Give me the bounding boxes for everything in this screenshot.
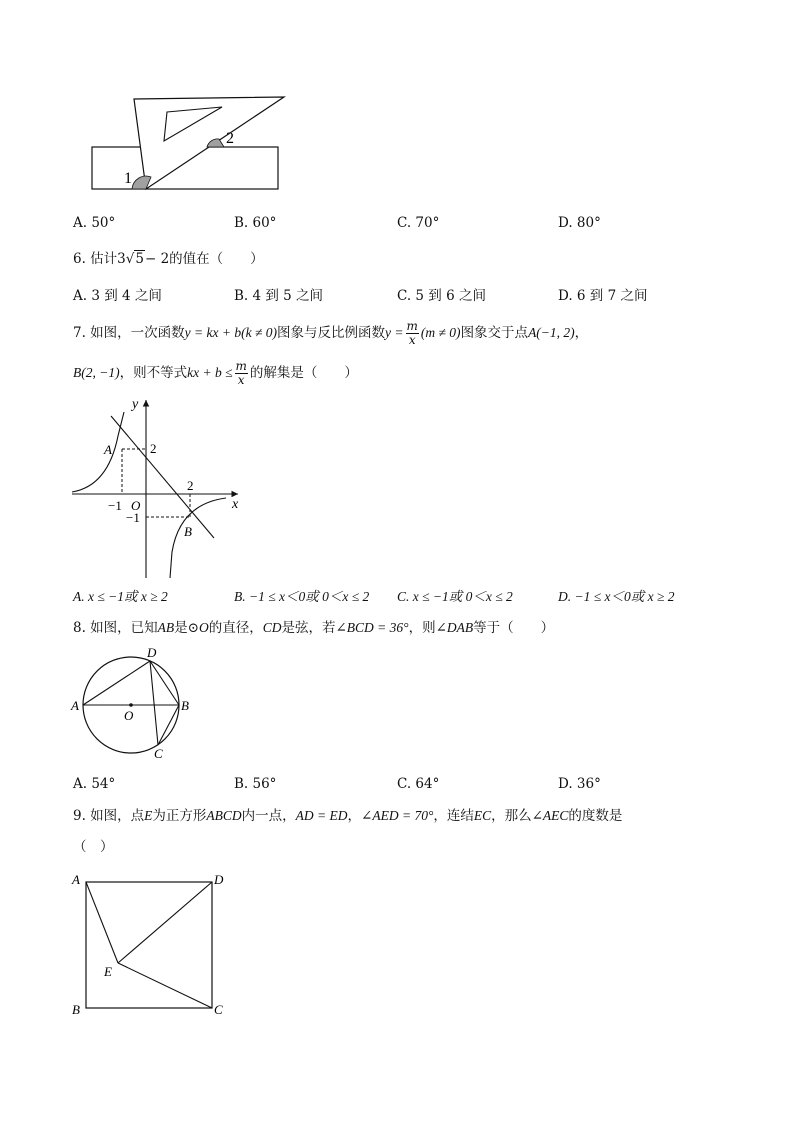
q9-stem-line2: （ ） [73,839,114,855]
label-o: O [124,708,134,723]
label-1: 1 [124,170,132,187]
label-e: E [104,964,112,979]
segment-ae [86,882,118,963]
label-b: B [181,698,189,713]
q8-figure [70,644,200,764]
q7-figure [66,394,246,580]
point-b-label: B [184,524,192,539]
label-c: C [214,1002,223,1017]
q7-option-b: B. −1 ≤ x＜0或 0＜x ≤ 2 [234,589,370,604]
q5-option-d: D. 80° [558,215,601,231]
segment-ec [118,963,212,1008]
origin-label: O [131,498,141,513]
label-2: 2 [226,130,234,147]
square-abcd [86,882,212,1008]
q9-figure [66,866,236,1024]
q5-option-a: A. 50° [73,215,116,231]
q9-stem-line1: 9. 如图，点E为正方形ABCD内一点，AD = ED，∠AED = 70°，连结EC，那么∠AEC的度数是 [73,808,623,824]
segment-ad [83,661,150,705]
q8-stem: 8. 如图，已知AB是⊙O的直径，CD是弦，若∠BCD = 36°，则∠DAB等于（ ） [73,620,555,636]
q6-option-c: C. 5 到 6 之间 [397,288,486,304]
y-label: y [132,397,139,412]
label-d: D [214,872,224,887]
q8-option-d: D. 36° [558,776,601,792]
label-c: C [154,746,163,761]
q6-option-a: A. 3 到 4 之间 [73,288,162,304]
q7-option-a: A. x ≤ −1或 x ≥ 2 [73,589,168,604]
center-dot [129,703,133,707]
q6-option-b: B. 4 到 5 之间 [234,288,324,304]
label-a: A [72,872,80,887]
chord-cd [150,661,158,745]
hyperbola-branch-4th [170,498,226,578]
q7-option-d: D. −1 ≤ x＜0或 x ≥ 2 [558,589,675,604]
label-b: B [72,1002,80,1017]
tick-y-neg1: −1 [126,510,140,525]
label-d: D [147,645,157,660]
q8-option-c: C. 64° [397,776,440,792]
tick-x-2: 2 [187,478,194,493]
q6-option-d: D. 6 到 7 之间 [558,288,648,304]
x-label: x [232,497,239,512]
q5-figure [88,93,288,193]
label-a: A [71,698,79,713]
q8-option-a: A. 54° [73,776,116,792]
q8-option-b: B. 56° [234,776,277,792]
q5-option-c: C. 70° [397,215,440,231]
q5-option-b: B. 60° [234,215,277,231]
q7-stem-line1: 7. 如图，一次函数y = kx + b(k ≠ 0)图象与反比例函数y = $\frac{m}{x}$ (m ≠ 0)图象交于点A(−1, 2)， [73,319,589,347]
q7-option-c: C. x ≤ −1或 0＜x ≤ 2 [397,589,513,604]
segment-de [118,882,212,963]
tick-y-2: 2 [150,441,157,456]
point-a-label: A [104,442,112,457]
tick-x-neg1: −1 [108,498,122,513]
q7-stem-line2: B(2, −1)，则不等式kx + b ≤ $\frac{m}{x}$ 的解集是（ ） [73,359,358,387]
hyperbola-branch-2nd [72,412,124,492]
q6-stem: 6. 估计3√5− 2的值在（ ） [73,251,264,267]
segment-bc [158,705,179,745]
segment-bd [150,661,179,705]
